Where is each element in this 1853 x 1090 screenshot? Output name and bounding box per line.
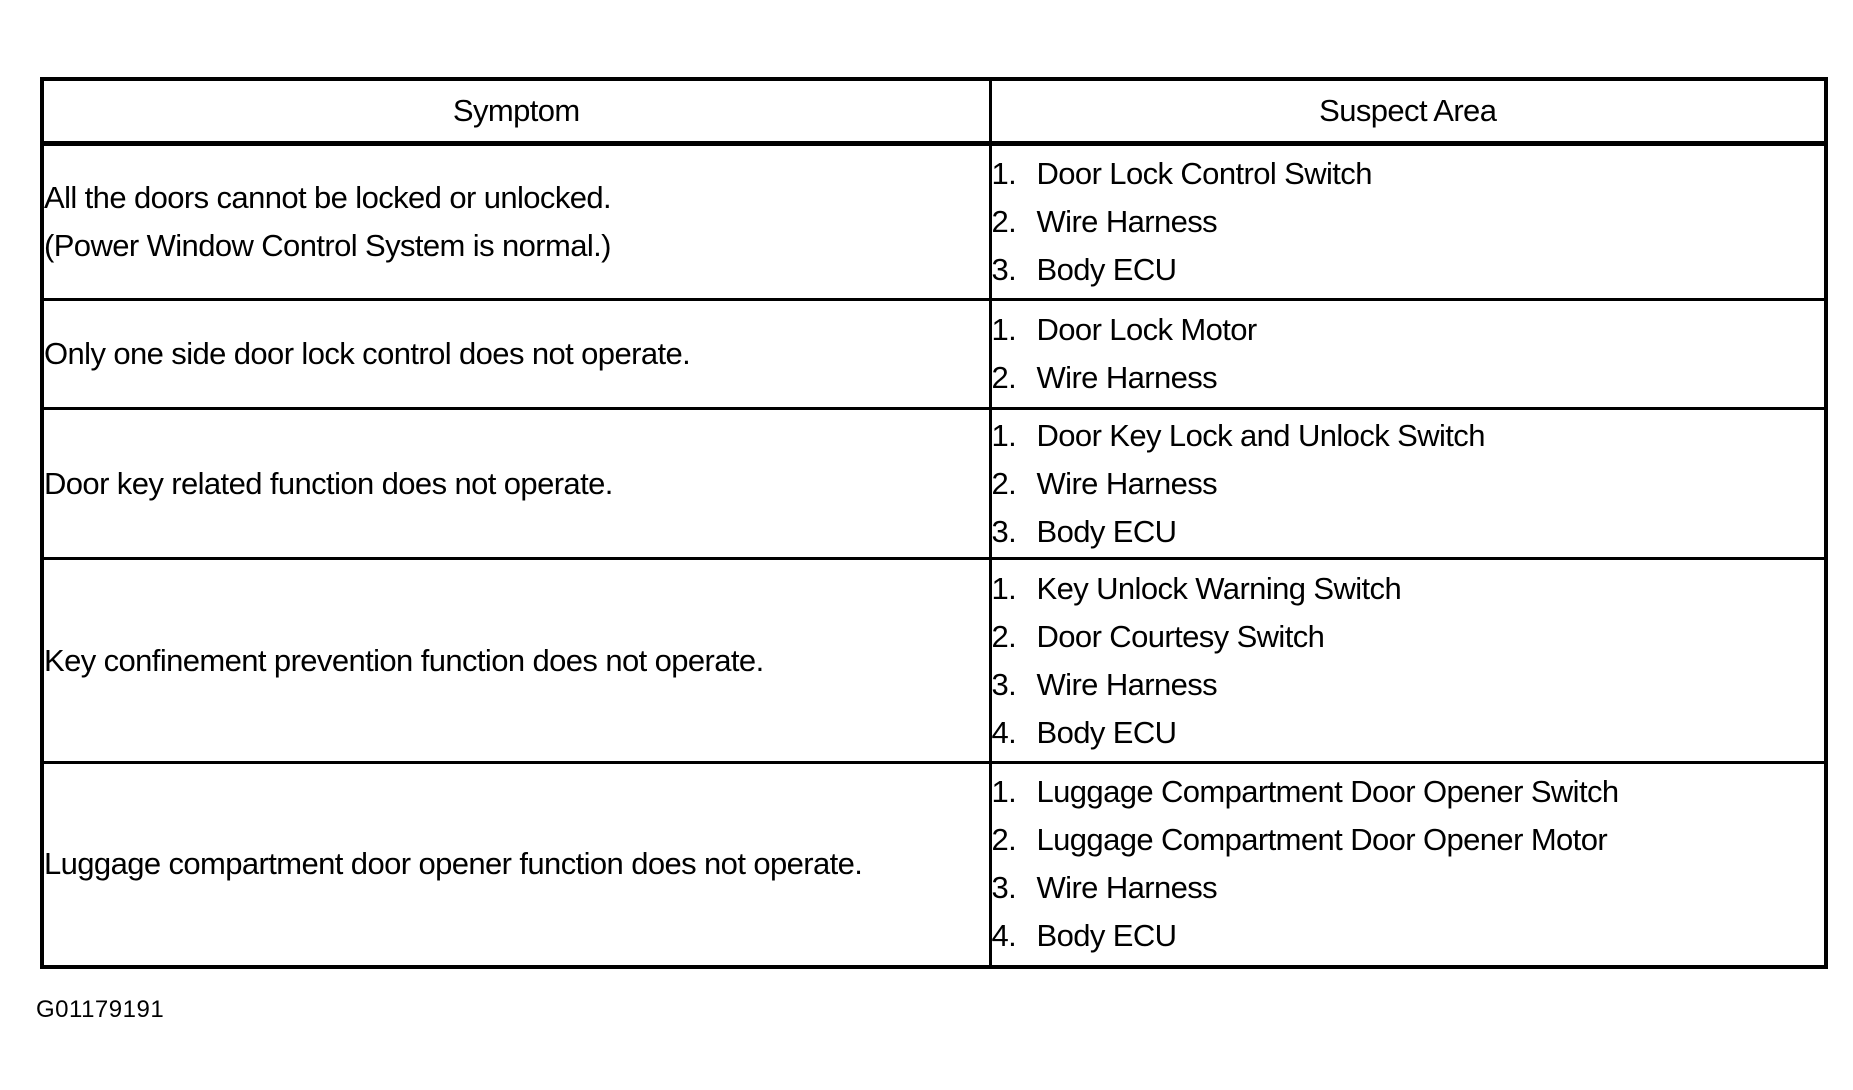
suspect-item bbox=[992, 864, 1825, 912]
suspect-item bbox=[992, 613, 1825, 661]
suspect-area-cell bbox=[990, 559, 1826, 763]
suspect-item-number: 3. bbox=[991, 513, 1017, 549]
table-header-row bbox=[42, 79, 1826, 144]
suspect-item-text: Body ECU bbox=[1036, 513, 1177, 549]
suspect-item bbox=[992, 768, 1825, 816]
suspect-item-number: 3. bbox=[991, 252, 1017, 287]
symptom-cell bbox=[42, 559, 990, 763]
suspect-item-text: Wire Harness bbox=[1036, 666, 1218, 702]
suspect-item bbox=[992, 508, 1825, 556]
suspect-item bbox=[992, 661, 1825, 709]
header-suspect-area: Suspect Area bbox=[990, 79, 1826, 144]
symptom-cell bbox=[42, 144, 990, 300]
suspect-area-cell bbox=[990, 409, 1826, 559]
suspect-item-text: Wire Harness bbox=[1036, 204, 1218, 239]
suspect-item-number: 3. bbox=[991, 870, 1017, 906]
table-row bbox=[42, 763, 1826, 967]
suspect-item bbox=[992, 306, 1825, 354]
symptom-line: Only one side door lock control does not operate. bbox=[44, 336, 691, 371]
suspect-item bbox=[992, 709, 1825, 757]
suspect-item-text: Door Key Lock and Unlock Switch bbox=[1036, 417, 1485, 453]
suspect-item bbox=[992, 198, 1825, 246]
symptom-line: Door key related function does not operate. bbox=[44, 465, 613, 501]
suspect-item-number: 2. bbox=[991, 204, 1017, 239]
suspect-area-cell bbox=[990, 144, 1826, 300]
table-row bbox=[42, 559, 1826, 763]
suspect-item-number: 1. bbox=[991, 774, 1017, 810]
suspect-item-text: Door Lock Motor bbox=[1036, 312, 1257, 347]
suspect-item-text: Door Courtesy Switch bbox=[1036, 618, 1325, 654]
suspect-item bbox=[992, 412, 1825, 460]
table-row bbox=[42, 144, 1826, 300]
suspect-area-cell bbox=[990, 763, 1826, 967]
suspect-item-number: 2. bbox=[991, 822, 1017, 858]
figure-reference-code: G01179191 bbox=[36, 996, 165, 1023]
suspect-item bbox=[992, 816, 1825, 864]
suspect-item bbox=[992, 246, 1825, 294]
symptom-cell bbox=[42, 763, 990, 967]
problem-symptoms-table-container bbox=[40, 77, 1824, 969]
table-row bbox=[42, 300, 1826, 409]
symptom-cell bbox=[42, 300, 990, 409]
header-symptom: Symptom bbox=[42, 79, 990, 144]
suspect-item-number: 1. bbox=[991, 570, 1017, 606]
symptom-line: Key confinement prevention function does not operate. bbox=[44, 642, 764, 678]
symptom-line: (Power Window Control System is normal.) bbox=[44, 228, 611, 263]
suspect-item-text: Wire Harness bbox=[1036, 870, 1218, 906]
suspect-item-text: Luggage Compartment Door Opener Motor bbox=[1036, 822, 1608, 858]
suspect-item-text: Luggage Compartment Door Opener Switch bbox=[1036, 774, 1619, 810]
suspect-item-number: 1. bbox=[991, 417, 1017, 453]
table-row bbox=[42, 409, 1826, 559]
suspect-item-number: 1. bbox=[991, 312, 1017, 347]
suspect-item-number: 1. bbox=[991, 156, 1017, 191]
suspect-item-number: 3. bbox=[991, 666, 1017, 702]
suspect-item bbox=[992, 460, 1825, 508]
suspect-area-cell bbox=[990, 300, 1826, 409]
suspect-item bbox=[992, 354, 1825, 402]
suspect-item-text: Body ECU bbox=[1036, 714, 1177, 750]
suspect-item-number: 2. bbox=[991, 360, 1017, 395]
suspect-item-number: 2. bbox=[991, 465, 1017, 501]
suspect-item-number: 2. bbox=[991, 618, 1017, 654]
suspect-item-number: 4. bbox=[991, 714, 1017, 750]
suspect-item-text: Key Unlock Warning Switch bbox=[1036, 570, 1402, 606]
problem-symptoms-table bbox=[40, 77, 1828, 969]
suspect-item-text: Body ECU bbox=[1036, 252, 1177, 287]
suspect-item-number: 4. bbox=[991, 918, 1017, 954]
symptom-cell bbox=[42, 409, 990, 559]
symptom-line: All the doors cannot be locked or unlocked. bbox=[44, 180, 612, 215]
suspect-item-text: Wire Harness bbox=[1036, 360, 1218, 395]
suspect-item bbox=[992, 912, 1825, 960]
suspect-item bbox=[992, 565, 1825, 613]
suspect-item-text: Wire Harness bbox=[1036, 465, 1218, 501]
symptom-line: Luggage compartment door opener function does not operate. bbox=[44, 846, 863, 882]
suspect-item-text: Door Lock Control Switch bbox=[1036, 156, 1372, 191]
suspect-item-text: Body ECU bbox=[1036, 918, 1177, 954]
suspect-item bbox=[992, 150, 1825, 198]
